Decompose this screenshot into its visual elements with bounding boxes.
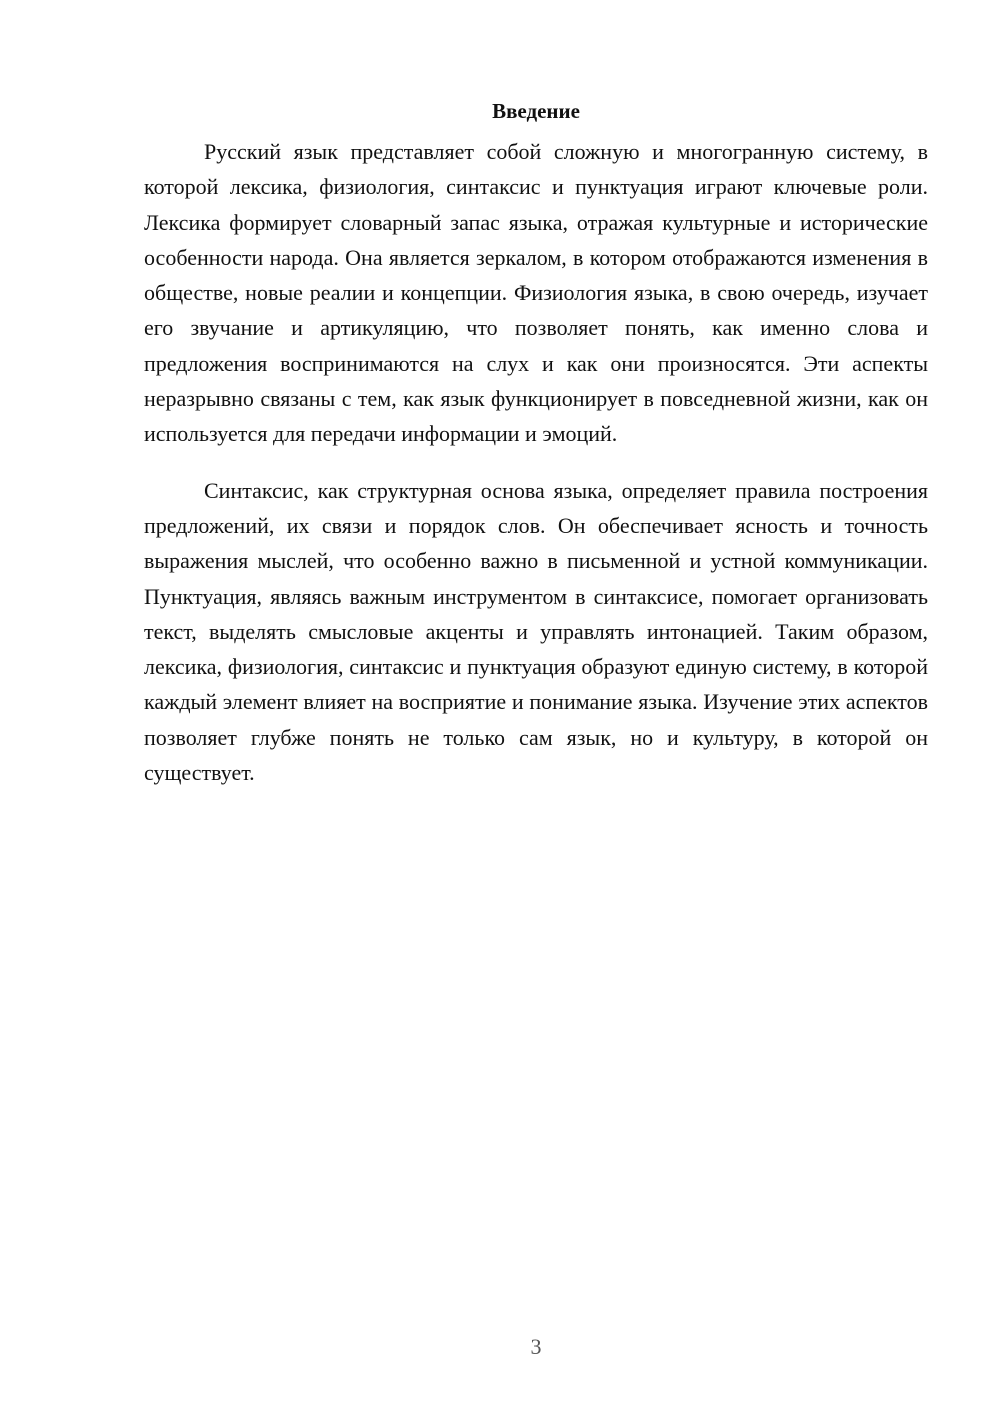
paragraph-2: Синтаксис, как структурная основа языка, определяет правила построения предложений, их связи и порядок слов. Он обеспечивает ясность и точность выражения мыслей, что особенно важно в письменной и устной коммуникации. Пунктуация, являясь важным инструментом в синтаксисе, помогает организовать текст, выделять смысловые акценты и управлять интонацией. Таким образом, лексика, физиология, синтаксис и пунктуация образуют единую систему, в которой каждый элемент влияет на восприятие и понимание языка. Изучение этих аспектов позволяет глубже понять не только сам язык, но и культуру, в которой он существует. <box>144 477 928 786</box>
page-number: 3 <box>530 1334 542 1359</box>
page-content <box>144 96 928 790</box>
section-title: Введение <box>492 99 580 123</box>
paragraph-1: Русский язык представляет собой сложную и многогранную систему, в которой лексика, физиология, синтаксис и пунктуация играют ключевые роли. Лексика формирует словарный запас языка, отражая культурные и исторические особенности народа. Она является зеркалом, в котором отображаются изменения в обществе, новые реалии и концепции. Физиология языка, в свою очередь, изучает его звучание и артикуляцию, что позволяет понять, как именно слова и предложения воспринимаются на слух и как они произносятся. Эти аспекты неразрывно связаны с тем, как язык функционирует в повседневной жизни, как он используется для передачи информации и эмоций. <box>144 139 928 447</box>
